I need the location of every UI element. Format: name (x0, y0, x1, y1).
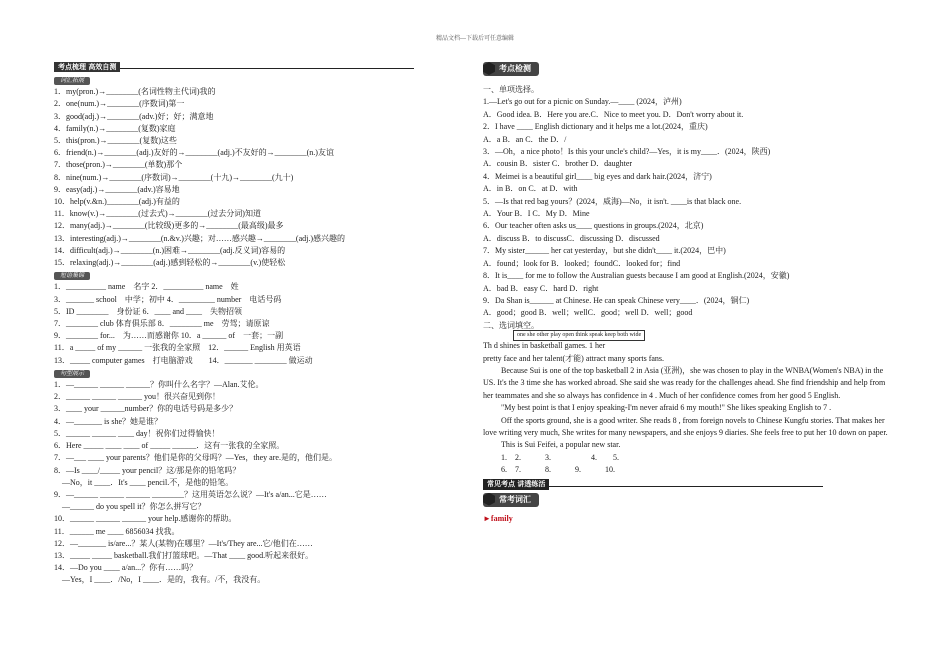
question-line: A．bad B．easy C．hard D．right (483, 283, 599, 293)
bottom-section-bar (483, 479, 893, 491)
passage-paragraph: "My best point is that I enjoy speaking-I'm never afraid 6 my mouth!" She likes speaking English to 7 . (501, 403, 832, 413)
bottom-section-title: 常见考点 讲透练活 (483, 479, 549, 490)
phrase-badge: 短语集锦 (54, 272, 90, 280)
passage-line: pretty face and her talent(才能) attract many sports fans. (483, 353, 665, 363)
answers-row-1: 1. 2. 3. 4. 5. (501, 452, 619, 462)
vocab-badge: 词汇拓展 (54, 77, 90, 85)
vocab-item: 12．many(adj.)→________(比较级)更多的→________(最高级)最多 (54, 221, 284, 231)
passage-paragraph: This is Sui Feifei, a popular new star. (501, 440, 621, 450)
vocab-item: 10．help(v.&n.)________(adj.)有益的 (54, 197, 180, 207)
phrase-item: 7．________ club 体育俱乐部 8．________ me 劳驾；请原谅 (54, 319, 270, 329)
part1-title: 一、单项选择。 (483, 85, 539, 94)
sentence-item: —______ do you spell it？你怎么拼写它？ (54, 502, 206, 512)
vocab-item: 1．my(pron.)→________(名词性物主代词)我的 (54, 87, 216, 97)
left-column (54, 60, 414, 587)
vocab-item: 8．nine(num.)→________(序数词)→________(十九)→________(九十) (54, 172, 294, 182)
common-vocab-bar (483, 493, 893, 507)
sentence-item: 5．______ ______ ____ day！祝你们过得愉快！ (54, 428, 220, 438)
sentence-item: 2．______ ______ ______ you！很兴奋见到你！ (54, 392, 220, 402)
phrase-item: 9．________ for... 为……而感谢你 10．a ______ of 一套；一副 (54, 331, 284, 341)
passage-paragraphs (483, 365, 893, 452)
phrase-list (54, 281, 414, 366)
vocab-item: 13．interesting(adj.)→________(n.&v.)兴趣；对……感兴趣→________(adj.)感兴趣的 (54, 233, 346, 243)
sentence-item: 7．—___ ____ your parents？他们是你的父母吗？—Yes，they are.是的，他们是。 (54, 453, 337, 463)
sentence-item: 9．—______ ______ ______ ________？这用英语怎么说？—It's a/an...它是…… (54, 489, 327, 499)
phrase-item: 3．_______ school 中学；初中 4．_________ number 电话号码 (54, 294, 282, 304)
sentence-item: 13．_____ _____ basketball.我们打篮球吧。—That ____ good.听起来很好。 (54, 550, 314, 560)
section-title-test: 考点检测 (483, 62, 539, 76)
question-line: A．good；good B．well；wellC．good；well D．well；good (483, 308, 693, 318)
question-line: A．in B．on C．at D．with (483, 184, 578, 194)
sentence-item: 1．—______ ______ ______？你叫什么名字？—Alan.艾伦。 (54, 380, 264, 390)
vocab-item: 11．know(v.)→________(过去式)→________(过去分词)知道 (54, 209, 261, 219)
question-line: 1.—Let's go out for a picnic on Sunday.—____ (2024，泸州) (483, 97, 682, 107)
question-line: A．found；look for B．looked；foundC．looked for；find (483, 258, 681, 268)
phrase-item: 5．ID ________ 身份证 6．____ and ____ 失物招领 (54, 306, 242, 316)
question-line: A．Good idea. B．Here you are.C．Nice to meet you. D．Don't worry about it. (483, 109, 744, 119)
question-line: 4．Meimei is a beautiful girl____ big eyes and dark hair.(2024，济宁) (483, 171, 712, 181)
phrase-item: 1．__________ name 名字 2．__________ name 姓 (54, 282, 239, 292)
page-header: 精品文档---下载后可任意编辑 (436, 36, 514, 42)
question-line: 6．Our teacher often asks us____ questions in groups.(2024，北京) (483, 221, 704, 231)
phrase-item: 11．a _____ of my ______ 一张我的全家照 12．______ English 用英语 (54, 343, 301, 353)
question-line: 9．Da Shan is______ at Chinese. He can speak Chinese very____．(2024，铜仁) (483, 295, 750, 305)
question-line: 8．It is____ for me to follow the Australian guests because I am good at English.(2024，安徽) (483, 271, 790, 281)
sentence-item: —No，it ____．It's ____ pencil.不，是他的铅笔。 (54, 477, 234, 487)
question-line: A．Your B．I C．My D．Mine (483, 209, 590, 219)
question-line: 3．—Oh，a nice photo！Is this your uncle's child?—Yes，it is my____．(2024，陕西) (483, 147, 771, 157)
question-line: 7．My sister______ her cat yesterday，but she didn't____ it.(2024，巴中) (483, 246, 726, 256)
sentence-item: 6．Here _____ ____ ____ of _____ ______．这有一张我的全家照。 (54, 441, 285, 451)
vocab-item: 14．difficult(adj.)→________(n.)困难→________(adj.反义词)容易的 (54, 245, 286, 255)
sentence-item: 10．______ ______ ______ your help.感谢你的帮助。 (54, 514, 237, 524)
vocab-item: 4．family(n.)→________(复数)家庭 (54, 123, 176, 133)
phrase-item: 13．_____ computer games 打电脑游戏 14．_______ ________ 做运动 (54, 355, 313, 365)
question-line: 5．—Is that red bag yours？(2024，威海)—No，it isn't. ____is that black one. (483, 196, 742, 206)
sentence-item: 3．____ your ______number？你的电话号码是多少？ (54, 404, 238, 414)
vocab-item: 15．relaxing(adj.)→________(adj.)感到轻松的→________(v.)使轻松 (54, 258, 286, 268)
family-label: ►family (483, 513, 513, 523)
sentence-item: 12．—_______ is/are...？某人(某物)在哪里？—It's/They are...它/他们在…… (54, 538, 313, 548)
sentence-badge: 句型展示 (54, 370, 90, 378)
sentence-list (54, 379, 414, 586)
passage-paragraph: Off the sports ground, she is a good writer. She reads 8 , from foreign novels to Chinese Kungfu stories. That makes her love writing very much, She writes for many newspapers, and she enjoys 9 diaries. She feels free to put her 10 down on paper. (483, 415, 888, 437)
passage-line: Th d shines in basketball games. 1 her (483, 341, 606, 351)
answers-row-2: 6. 7. 8. 9. 10. (501, 465, 615, 475)
sentence-item: 8．—Is ____/_____ your pencil？这/那是你的铅笔吗？ (54, 465, 241, 475)
vocab-list (54, 86, 414, 269)
section-title-review: 考点梳理 高效自测 (54, 62, 120, 72)
sentence-item: —Yes，I ____．/No，I ____．是的，我有。/不，我没有。 (54, 575, 266, 585)
sentence-item: 11．______ me ____ 6856034 找我。 (54, 526, 180, 536)
vocab-item: 5．this(pron.)→________(复数)这些 (54, 136, 177, 146)
question-line: A．a B．an C．the D．/ (483, 134, 567, 144)
vocab-item: 9．easy(adj.)→________(adv.)容易地 (54, 184, 180, 194)
vocab-item: 2．one(num.)→________(序数词)第一 (54, 99, 185, 109)
multiple-choice-list (483, 96, 893, 319)
right-column (483, 62, 893, 525)
part2-title: 二、选词填空。 (483, 320, 539, 330)
passage-paragraph: Because Sui is one of the top basketball 2 in Asia (亚洲)，she was chosen to play in the WNBA(Women's NBA) in the US. It's the 3 time she has worked abroad. She said she was ready for the challenges ahead. She find friendship and help from her teammates and she so always has confidence in 4 . Much of her confidence comes from her good 5 English. (483, 365, 886, 400)
common-vocab-badge: 常考词汇 (483, 493, 539, 507)
question-line: 2．I have ____ English dictionary and it helps me a lot.(2024，重庆) (483, 122, 708, 132)
vocab-item: 3．good(adj.)→________(adv.)好；好；满意地 (54, 111, 214, 121)
sentence-item: 4．—_______ is she？她是谁？ (54, 416, 162, 426)
vocab-item: 6．friend(n.)→________(adj.)友好的→________(adj.)不友好的→________(n.)友谊 (54, 148, 334, 158)
section-bar-test (483, 62, 893, 76)
question-line: A．cousin B．sister C．brother D．daughter (483, 159, 633, 169)
vocab-item: 7．those(pron.)→________(单数)那个 (54, 160, 183, 170)
sentence-item: 14．—Do you ____ a/an...？你有……吗？ (54, 563, 198, 573)
question-line: A．discuss B．to discussC．discussing D．discussed (483, 233, 660, 243)
section-bar-review (54, 62, 414, 72)
word-box: one she other play open think speak keep both wide (513, 330, 645, 341)
